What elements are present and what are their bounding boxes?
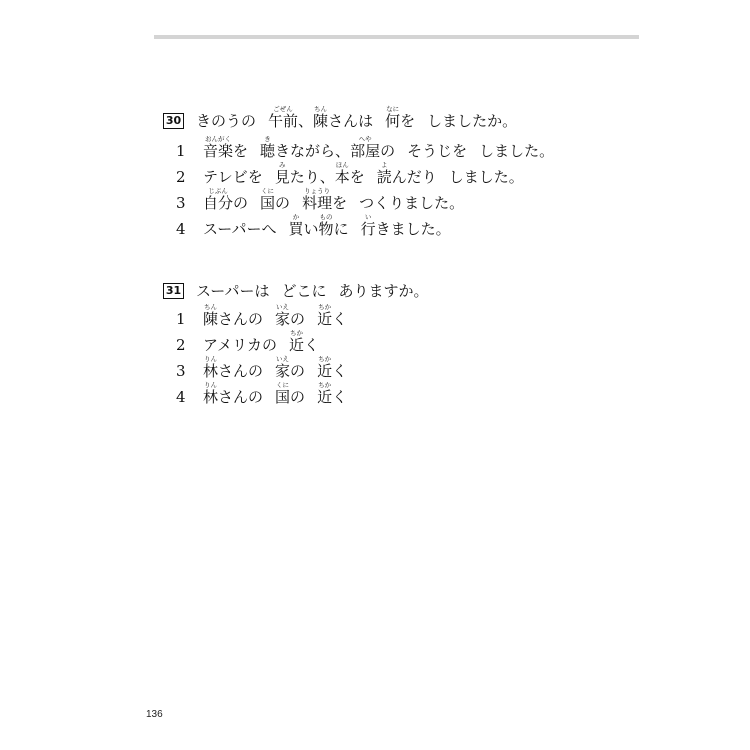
option-number: 2 — [176, 168, 186, 186]
option-number: 1 — [176, 142, 186, 160]
option-text: を — [233, 142, 249, 160]
option-text: しました。 — [448, 168, 524, 186]
option-number: 3 — [176, 362, 186, 380]
option-text: の — [233, 194, 249, 212]
option-word: 音楽おんがく — [203, 135, 234, 160]
option-text: く — [303, 336, 319, 354]
option-text: く — [332, 310, 348, 328]
option-text: に — [333, 220, 349, 238]
answer-option-3[interactable] — [163, 356, 429, 382]
option-word: 本ほん — [334, 161, 350, 186]
option-text: さんの — [218, 310, 264, 328]
option-word: 近ちか — [317, 355, 333, 380]
option-text: スーパーへ — [203, 220, 277, 238]
option-word: 家いえ — [275, 303, 291, 328]
option-word: 近ちか — [288, 329, 304, 354]
option-text: アメリカの — [203, 336, 277, 354]
stem-text: どこに — [281, 282, 327, 300]
option-text: の — [290, 388, 306, 406]
option-text: たり、 — [289, 168, 335, 186]
option-text: しました。 — [479, 142, 555, 160]
option-word: 国くに — [275, 381, 291, 406]
stem-word-nani: 何なに — [385, 105, 401, 130]
option-word: 林りん — [203, 381, 219, 406]
answer-option-4[interactable] — [163, 214, 554, 240]
question-number: 30 — [163, 113, 184, 129]
option-word: 自分じぶん — [203, 187, 234, 212]
option-word: 部屋へや — [350, 135, 381, 160]
stem-text: さんは — [328, 112, 374, 130]
stem-text: を — [400, 112, 416, 130]
page-number: 136 — [146, 709, 163, 720]
option-word: 近ちか — [317, 303, 333, 328]
option-text: い — [303, 220, 319, 238]
option-number: 3 — [176, 194, 186, 212]
option-word: 聴き — [260, 135, 276, 160]
option-text: きました。 — [375, 220, 451, 238]
option-word: 読よ — [376, 161, 392, 186]
stem-word-chin: 陳ちん — [313, 105, 329, 130]
option-number: 4 — [176, 220, 186, 238]
option-text: の — [290, 310, 306, 328]
question-number: 31 — [163, 283, 184, 299]
option-text: を — [349, 168, 365, 186]
question-31 — [163, 276, 429, 408]
option-number: 1 — [176, 310, 186, 328]
option-word: 見み — [274, 161, 290, 186]
header-rule — [154, 35, 639, 39]
option-word: 料理りょうり — [302, 187, 333, 212]
option-text: を — [332, 194, 348, 212]
option-text: テレビを — [203, 168, 263, 186]
option-word: 買か — [288, 213, 304, 238]
stem-text: ありますか。 — [338, 282, 429, 300]
option-number: 4 — [176, 388, 186, 406]
option-number: 2 — [176, 336, 186, 354]
answer-option-2[interactable] — [163, 330, 429, 356]
stem-text: しましたか。 — [427, 112, 518, 130]
answer-option-4[interactable] — [163, 382, 429, 408]
option-text: そうじを — [407, 142, 468, 160]
stem-text: スーパーは — [196, 282, 270, 300]
question-stem — [163, 106, 554, 132]
option-word: 林りん — [203, 355, 219, 380]
option-text: の — [275, 194, 291, 212]
option-text: の — [290, 362, 306, 380]
stem-word-gozen: 午前ごぜん — [268, 105, 299, 130]
option-word: 国くに — [260, 187, 276, 212]
question-30 — [163, 106, 554, 240]
answer-option-1[interactable] — [163, 136, 554, 162]
answer-option-3[interactable] — [163, 188, 554, 214]
option-text: きながら、 — [275, 142, 351, 160]
option-text: さんの — [218, 362, 264, 380]
answer-option-2[interactable] — [163, 162, 554, 188]
option-text: く — [332, 362, 348, 380]
option-text: つくりました。 — [359, 194, 465, 212]
question-stem — [163, 276, 429, 302]
option-word: 陳ちん — [203, 303, 219, 328]
option-text: んだり — [391, 168, 437, 186]
stem-punct: 、 — [298, 112, 314, 130]
option-word: 物もの — [318, 213, 334, 238]
option-word: 家いえ — [275, 355, 291, 380]
stem-text: きのうの — [196, 112, 257, 130]
option-word: 行い — [360, 213, 376, 238]
option-text: さんの — [218, 388, 264, 406]
option-text: の — [380, 142, 396, 160]
option-text: く — [332, 388, 348, 406]
option-word: 近ちか — [317, 381, 333, 406]
answer-option-1[interactable] — [163, 304, 429, 330]
